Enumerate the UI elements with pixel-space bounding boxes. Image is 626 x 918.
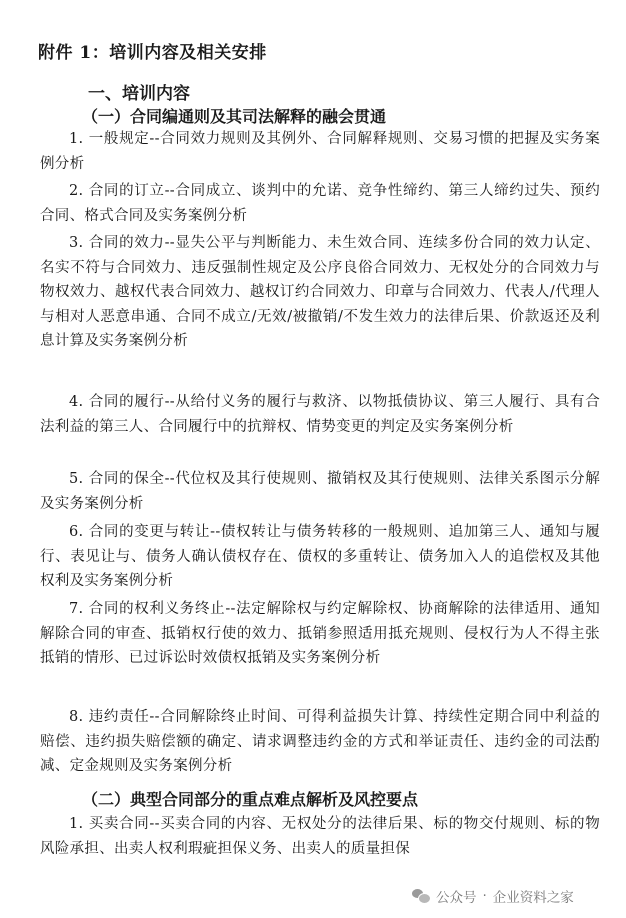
paragraph-item-4: 4. 合同的履行--从给付义务的履行与救济、以物抵债协议、第三人履行、具有合法利益的第三人、合同履行中的抗辩权、情势变更的判定及实务案例分析 xyxy=(40,394,600,435)
paragraph-item-5: 5. 合同的保全--代位权及其行使规则、撤销权及其行使规则、法律关系图示分解及实务案例分析 xyxy=(40,471,600,512)
watermark-separator: · xyxy=(482,888,487,904)
paragraph-item-2: 2. 合同的订立--合同成立、谈判中的允诺、竞争性缔约、第三人缔约过失、预约合同、格式合同及实务案例分析 xyxy=(40,183,600,224)
wechat-icon xyxy=(412,889,430,903)
paragraph-item-7: 7. 合同的权利义务终止--法定解除权与约定解除权、协商解除的法律适用、通知解除合同的审查、抵销权行使的效力、抵销参照适用抵充规则、侵权行为人不得主张抵销的情形、已过诉讼时效债权抵销及实务案例分析 xyxy=(40,601,600,666)
paragraph-purchase-contract: 1. 买卖合同--买卖合同的内容、无权处分的法律后果、标的物交付规则、标的物风险承担、出卖人权利瑕疵担保义务、出卖人的质量担保 xyxy=(40,816,600,857)
watermark-left: 公众号 xyxy=(436,890,477,906)
paragraph-item-1: 1. 一般规定--合同效力规则及其例外、合同解释规则、交易习惯的把握及实务案例分析 xyxy=(40,131,600,172)
watermark-right: 企业资料之家 xyxy=(492,890,574,906)
section-heading: 一、培训内容 xyxy=(88,84,190,104)
paragraph-item-6: 6. 合同的变更与转让--债权转让与债务转移的一般规则、追加第三人、通知与履行、表见让与、债务人确认债权存在、债权的多重转让、债务加入人的追偿权及其他权利及实务案例分析 xyxy=(40,524,600,589)
paragraph-item-8: 8. 违约责任--合同解除终止时间、可得利益损失计算、持续性定期合同中利益的赔偿、违约损失赔偿额的确定、请求调整违约金的方式和举证责任、违约金的司法酌减、定金规则及实务案例分析 xyxy=(40,709,600,774)
subsection-heading-2: （二）典型合同部分的重点难点解析及风控要点 xyxy=(82,790,419,809)
watermark xyxy=(412,886,574,906)
document-title: 附件 1：培训内容及相关安排 xyxy=(38,43,267,63)
subsection-heading: （一）合同编通则及其司法解释的融会贯通 xyxy=(82,107,387,126)
paragraph-item-3: 3. 合同的效力--显失公平与判断能力、未生效合同、连续多份合同的效力认定、名实不符与合同效力、违反强制性规定及公序良俗合同效力、无权处分的合同效力与物权效力、越权代表合同效力、越权订约合同效力、印章与合同效力、代表人/代理人与相对人恶意串通、合同不成立/无效/被撤销/不发生效力的法律后果、价款返还及利息计算及实务案例分析 xyxy=(40,235,600,349)
